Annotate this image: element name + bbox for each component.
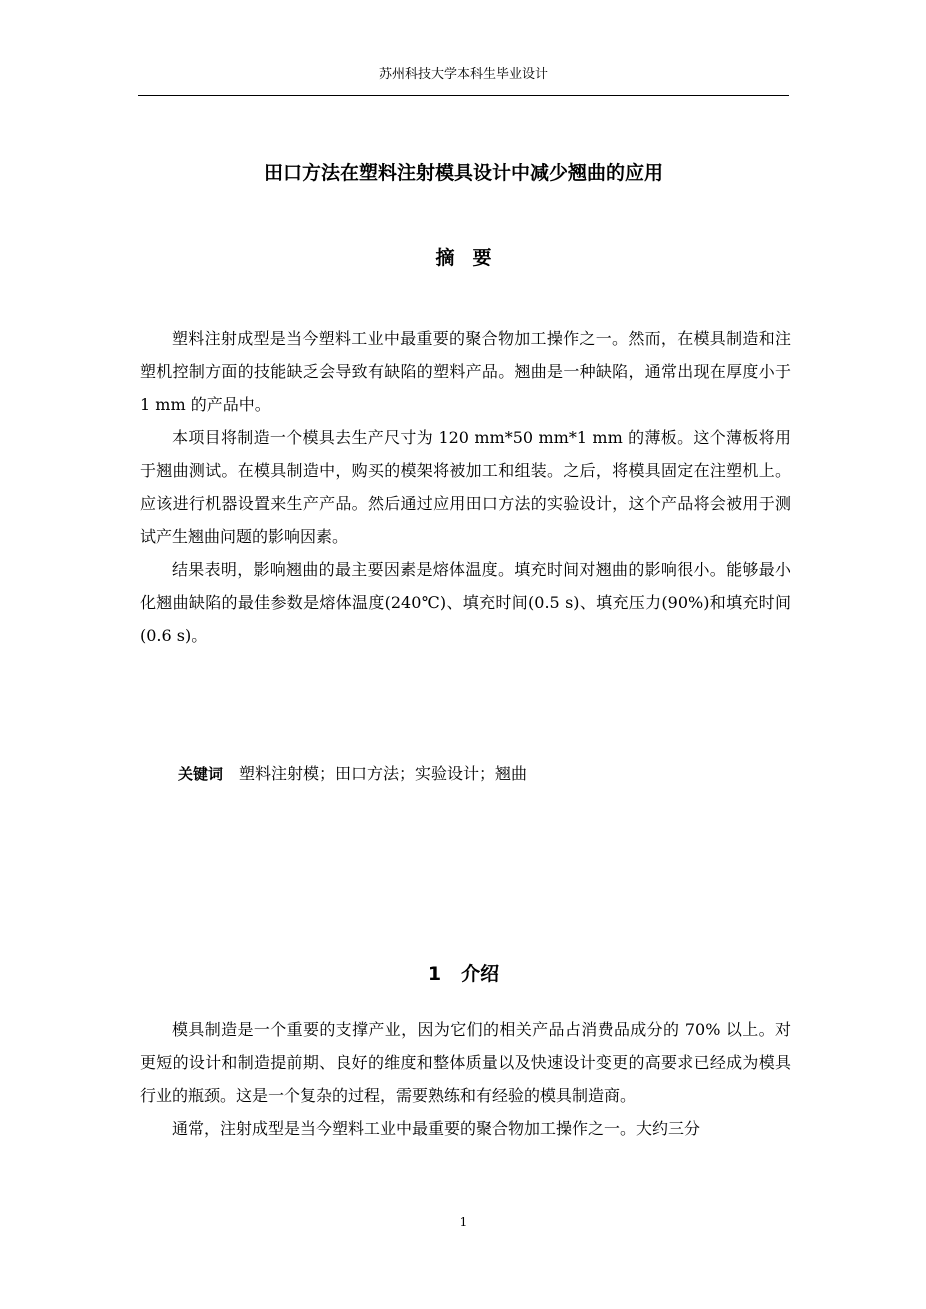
- keywords-text: 塑料注射模；田口方法；实验设计；翘曲: [239, 764, 528, 783]
- section-paragraph: 通常，注射成型是当今塑料工业中最重要的聚合物加工操作之一。大约三分: [172, 1119, 701, 1138]
- abstract-heading: 摘要: [435, 247, 510, 269]
- running-header: 苏州科技大学本科生毕业设计: [378, 67, 548, 82]
- keywords-line: [178, 759, 778, 789]
- abstract-paragraph: 结果表明，影响翘曲的最主要因素是熔体温度。填充时间对翘曲的影响很小。能够最小化翘曲缺陷的最佳参数是熔体温度(240℃)、填充时间(0.5 s)、填充压力(90%)和填充时间(0.6 s)。: [140, 560, 791, 645]
- document-title: 田口方法在塑料注射模具设计中减少翘曲的应用: [263, 162, 663, 184]
- abstract-paragraph: 本项目将制造一个模具去生产尺寸为 120 mm*50 mm*1 mm 的薄板。这个薄板将用于翘曲测试。在模具制造中，购买的模架将被加工和组装。之后，将模具固定在注塑机上。应该进行机器设置来生产产品。然后通过应用田口方法的实验设计，这个产品将会被用于测试产生翘曲问题的影响因素。: [140, 428, 791, 546]
- header-divider: [138, 95, 789, 96]
- keywords-label: 关键词: [178, 765, 224, 783]
- abstract-body: [140, 322, 791, 652]
- section-body: [140, 1013, 791, 1145]
- section-title: 介绍: [461, 963, 500, 985]
- page-number: 1: [459, 1215, 468, 1229]
- abstract-paragraph: 塑料注射成型是当今塑料工业中最重要的聚合物加工操作之一。然而，在模具制造和注塑机控制方面的技能缺乏会导致有缺陷的塑料产品。翘曲是一种缺陷，通常出现在厚度小于 1 mm 的产品中。: [140, 329, 791, 414]
- section-number: 1: [427, 963, 442, 985]
- section-heading: [138, 960, 789, 988]
- section-paragraph: 模具制造是一个重要的支撑产业，因为它们的相关产品占消费品成分的 70% 以上。对更短的设计和制造提前期、良好的维度和整体质量以及快速设计变更的高要求已经成为模具行业的瓶颈。这是一个复杂的过程，需要熟练和有经验的模具制造商。: [140, 1020, 791, 1105]
